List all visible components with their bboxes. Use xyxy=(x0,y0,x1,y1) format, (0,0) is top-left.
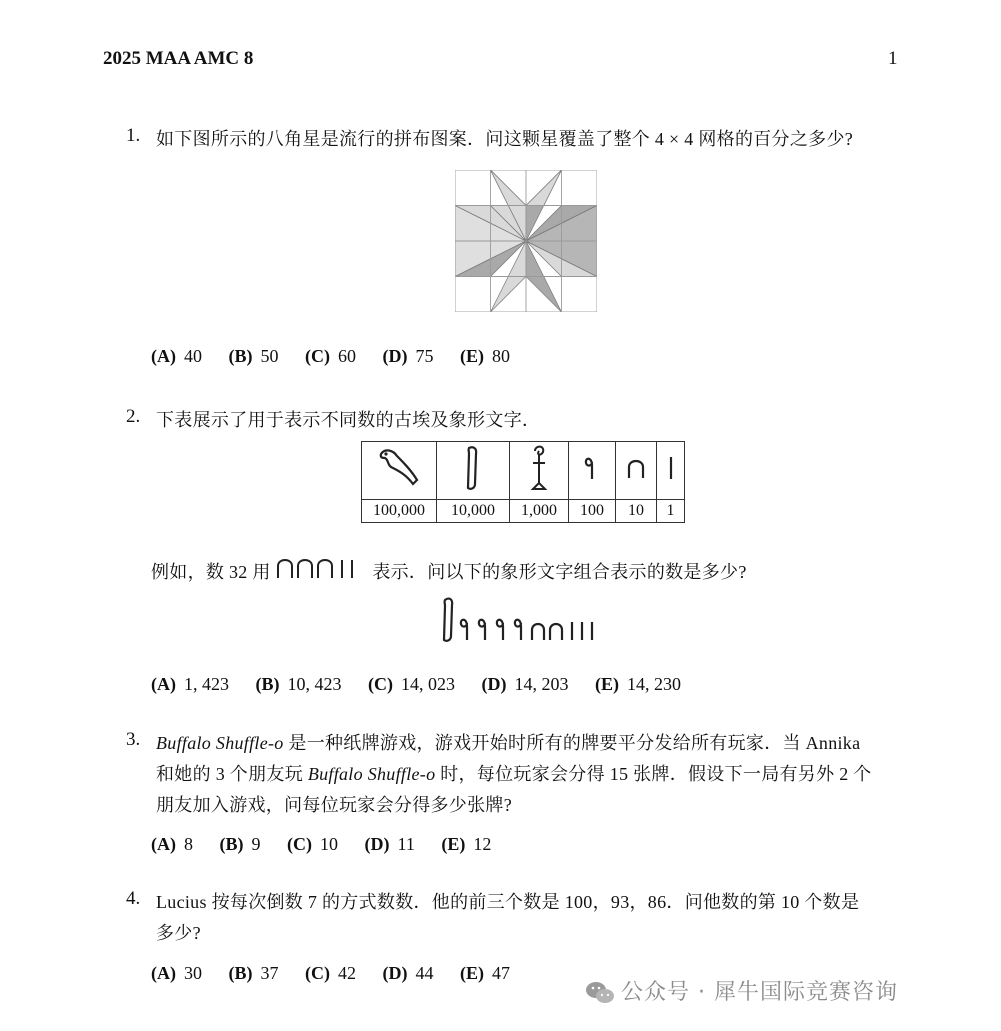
choice-c[interactable]: (C) 42 xyxy=(305,963,356,983)
question-4-number: 4. xyxy=(126,888,141,909)
hieroglyph-table xyxy=(361,441,685,523)
question-4-line-1: Lucius 按每次倒数 7 的方式数数．他的前三个数是 100，93，86．问他数的第 10 个数是 xyxy=(156,892,860,912)
finger-glyph-icon xyxy=(437,442,510,500)
question-3-line-3: 朋友加入游戏，问每位玩家会分得多少张牌? xyxy=(156,795,512,815)
hieroglyph-combination xyxy=(440,594,616,644)
question-1-text: 如下图所示的八角星是流行的拼布图案．问这颗星覆盖了整个 4 × 4 网格的百分之多少? xyxy=(156,129,854,149)
exam-title: 2025 MAA AMC 8 xyxy=(103,48,254,69)
table-value: 100,000 xyxy=(362,500,437,523)
question-2-example: 例如，数 32 用 表示．问以下的象形文字组合表示的数是多少? xyxy=(151,556,747,584)
choice-c[interactable]: (C) 10 xyxy=(287,834,338,854)
question-2-number: 2. xyxy=(126,406,141,427)
eight-point-star-figure xyxy=(455,170,597,312)
question-4-line-2: 多少? xyxy=(156,923,201,943)
question-1-choices xyxy=(151,346,532,367)
choice-e[interactable]: (E) 12 xyxy=(441,834,492,854)
choice-c[interactable]: (C) 60 xyxy=(305,346,356,366)
choice-b[interactable]: (B) 50 xyxy=(228,346,279,366)
choice-a[interactable]: (A) 40 xyxy=(151,346,202,366)
grid-lines xyxy=(455,170,597,312)
choice-d[interactable]: (D) 14, 203 xyxy=(481,674,569,694)
heel-glyph-icon xyxy=(616,442,657,500)
table-value: 1,000 xyxy=(510,500,569,523)
question-3-choices xyxy=(151,834,513,855)
tadpole-glyph-icon xyxy=(362,442,437,500)
example-32-glyphs xyxy=(276,556,368,580)
question-4-choices xyxy=(151,963,532,984)
question-3-line-1: Buffalo Shuffle-o 是一种纸牌游戏，游戏开始时所有的牌要平分发给所有玩家．当 Annika xyxy=(156,733,861,753)
choice-d[interactable]: (D) 44 xyxy=(382,963,434,983)
table-value: 1 xyxy=(657,500,685,523)
coil-glyph-icon xyxy=(569,442,616,500)
choice-e[interactable]: (E) 47 xyxy=(460,963,510,983)
choice-e[interactable]: (E) 14, 230 xyxy=(595,674,681,694)
choice-c[interactable]: (C) 14, 023 xyxy=(368,674,455,694)
choice-d[interactable]: (D) 75 xyxy=(382,346,434,366)
choice-a[interactable]: (A) 1, 423 xyxy=(151,674,229,694)
wechat-icon xyxy=(585,980,615,1006)
choice-b[interactable]: (B) 10, 423 xyxy=(255,674,342,694)
choice-b[interactable]: (B) 9 xyxy=(219,834,261,854)
choice-a[interactable]: (A) 30 xyxy=(151,963,202,983)
watermark: 公众号 · 犀牛国际竞赛咨询 xyxy=(585,975,898,1006)
choice-a[interactable]: (A) 8 xyxy=(151,834,193,854)
page-number: 1 xyxy=(888,48,898,69)
table-value: 100 xyxy=(569,500,616,523)
choice-b[interactable]: (B) 37 xyxy=(228,963,279,983)
question-3-line-2: 和她的 3 个朋友玩 Buffalo Shuffle-o 时，每位玩家会分得 15 张牌．假设下一局有另外 2 个 xyxy=(156,764,872,784)
question-1-number: 1. xyxy=(126,125,141,146)
table-value: 10 xyxy=(616,500,657,523)
question-2-text: 下表展示了用于表示不同数的古埃及象形文字． xyxy=(156,410,541,430)
choice-d[interactable]: (D) 11 xyxy=(364,834,415,854)
lotus-glyph-icon xyxy=(510,442,569,500)
star-piece xyxy=(526,170,562,206)
question-2-choices xyxy=(151,674,703,695)
stroke-glyph-icon xyxy=(657,442,685,500)
table-value: 10,000 xyxy=(437,500,510,523)
choice-e[interactable]: (E) 80 xyxy=(460,346,510,366)
question-3-number: 3. xyxy=(126,729,141,750)
